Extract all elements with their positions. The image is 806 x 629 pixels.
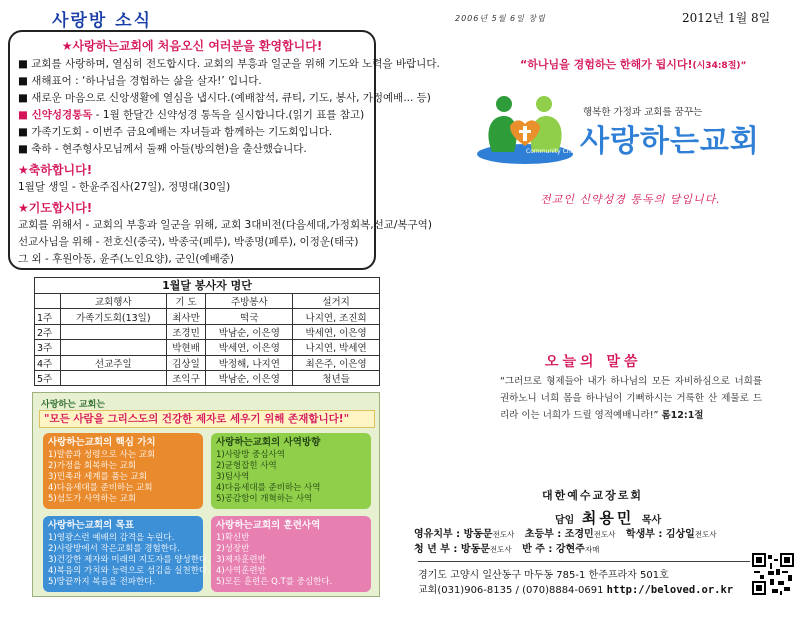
church-logo bbox=[470, 82, 770, 172]
panel-item: 1)영광스런 예배의 감격을 누린다. bbox=[48, 533, 175, 543]
staff-title: 전도사 bbox=[593, 530, 616, 539]
panel-item: 1)말씀과 성령으로 사는 교회 bbox=[48, 450, 156, 460]
staff-row bbox=[414, 540, 804, 555]
staff-role: 학생부 : 김상일 bbox=[625, 529, 695, 540]
celebrate-heading: ★축하합니다! bbox=[18, 163, 93, 177]
panel-item: 4)사역훈련반 bbox=[216, 566, 266, 576]
table-cell: 박현배 bbox=[166, 340, 206, 355]
table-cell: 조익구 bbox=[166, 370, 206, 385]
mission-logo-text: 사랑하는 교회는 bbox=[41, 400, 105, 410]
ministry-direction-panel bbox=[211, 433, 371, 509]
table-cell: 떡국 bbox=[206, 309, 293, 324]
table-cell: 김상일 bbox=[166, 355, 206, 370]
scripture-reference: 롬12:1절 bbox=[661, 410, 704, 421]
issue-date: 2012년 1월 8일 bbox=[682, 11, 771, 25]
theme-text: “하나님을 경험하는 한해가 됩시다! bbox=[520, 58, 693, 71]
table-row bbox=[35, 370, 380, 385]
website-link[interactable]: http://beloved.or.kr bbox=[606, 584, 734, 596]
week-cell: 2주 bbox=[35, 324, 61, 339]
denomination: 대한예수교장로회 bbox=[542, 489, 644, 502]
prayer-heading: ★기도합시다! bbox=[18, 201, 93, 215]
table-cell: 박정해, 나지연 bbox=[206, 355, 293, 370]
table-cell: 박세연, 이은영 bbox=[293, 324, 380, 339]
schedule-title: 1월달 봉사자 명단 bbox=[34, 277, 380, 293]
table-cell: 박세연, 이은영 bbox=[206, 340, 293, 355]
todays-word-title: 오늘의 말씀 bbox=[545, 354, 642, 370]
panel-item: 1)확신반 bbox=[216, 533, 250, 543]
monthly-motto: 전교인 신약성경 통독의 달입니다. bbox=[540, 193, 721, 206]
table-cell bbox=[61, 370, 167, 385]
prayer-item: 선교사님을 위해 - 전호신(중국), 박종국(페루), 박종명(페루), 이정운(태국) bbox=[18, 236, 359, 248]
logo-community-text: Community Church bbox=[526, 148, 584, 155]
table-cell: 조경민 bbox=[166, 324, 206, 339]
news-item-text: - 1월 한달간 신약성경 통독을 실시합니다.(읽기 표를 참고) bbox=[92, 109, 365, 121]
contact-line bbox=[418, 581, 733, 596]
panel-item: 2)가정을 회복하는 교회 bbox=[48, 461, 137, 471]
pastor-role: 담임 bbox=[555, 515, 575, 526]
staff-role: 반 주 : 강현주 bbox=[522, 544, 585, 555]
news-item bbox=[18, 107, 366, 124]
table-cell: 청년들 bbox=[293, 370, 380, 385]
table-row bbox=[35, 355, 380, 370]
panel-item: 5)섬도가 사역하는 교회 bbox=[48, 494, 137, 504]
prayer-item: 교회를 위해서 - 교회의 부흥과 일군을 위해, 교회 3대비전(다음세대,가정회복,선교/복구역) bbox=[18, 219, 432, 231]
panel-item: 3)건강한 제자와 미래의 지도자를 양성한다. bbox=[48, 555, 210, 565]
panel-title: 사랑하는교회의 핵심 가치 bbox=[48, 437, 156, 448]
table-cell: 가족기도회(13일) bbox=[61, 309, 167, 324]
table-cell: 나지연, 박세연 bbox=[293, 340, 380, 355]
panel-item: 4)다음세대를 준비하는 사역 bbox=[216, 483, 321, 493]
divider bbox=[418, 561, 750, 562]
news-box bbox=[8, 30, 440, 270]
staff-title: 전도사 bbox=[694, 530, 717, 539]
todays-word-text bbox=[500, 373, 762, 424]
week-cell: 1주 bbox=[35, 309, 61, 324]
news-item-highlight: ■ 신약성경통독 bbox=[18, 109, 93, 121]
logo-tagline: 행복한 가정과 교회를 꿈꾸는 bbox=[583, 107, 703, 118]
panel-title: 사랑하는교회의 목표 bbox=[48, 520, 134, 531]
week-cell: 3주 bbox=[35, 340, 61, 355]
week-cell: 5주 bbox=[35, 370, 61, 385]
news-item bbox=[18, 73, 366, 90]
church-name: 사랑하는교회 bbox=[580, 124, 760, 159]
news-item-text: ■ 교회를 사랑하며, 열심히 전도합시다. 교회의 부흥과 일군을 위해 기도와 노력을 바랍니다. bbox=[18, 58, 440, 70]
panel-item: 5)공감함이 개혁하는 사역 bbox=[216, 494, 313, 504]
staff-role: 초등부 : 조경민 bbox=[524, 529, 594, 540]
panel-title: 사랑하는교회의 사역방향 bbox=[216, 437, 321, 448]
qr-code-icon bbox=[752, 553, 794, 595]
panel-item: 2)균형잡힌 사역 bbox=[216, 461, 277, 471]
panel-item: 2)성장반 bbox=[216, 544, 250, 554]
pastor-name: 최용민 bbox=[581, 509, 635, 527]
panel-item: 3)제자훈련반 bbox=[216, 555, 266, 565]
table-cell: 박남순, 이은영 bbox=[206, 324, 293, 339]
table-cell bbox=[61, 340, 167, 355]
panel-item: 5)땅끝까지 복음을 전파한다. bbox=[48, 577, 156, 587]
staff-role: 영유치부 : 방동문 bbox=[414, 529, 493, 540]
news-item-text: ■ 가족기도회 - 이번주 금요예배는 자녀들과 함께하는 기도회입니다. bbox=[18, 126, 333, 138]
theme-reference: (시34:8절)” bbox=[692, 61, 747, 71]
column-header: 설거지 bbox=[293, 294, 380, 309]
table-cell: 선교주일 bbox=[61, 355, 167, 370]
staff-row bbox=[414, 525, 804, 540]
table-row bbox=[35, 324, 380, 339]
column-header bbox=[35, 294, 61, 309]
yearly-theme bbox=[520, 56, 746, 72]
mission-slogan: "모든 사람을 그리스도의 건강한 제자로 세우기 위해 존재합니다!" bbox=[39, 410, 375, 428]
table-cell bbox=[61, 324, 167, 339]
welcome-headline: ★사랑하는교회에 처음오신 여러분을 환영합니다! bbox=[61, 39, 323, 53]
birthday-text: 1월달 생일 - 한윤주집사(27일), 정명대(30일) bbox=[18, 181, 231, 193]
mission-panel bbox=[32, 392, 380, 597]
scripture-text: “그러므로 형제들아 내가 하나님의 모든 자비하심으로 너희를 권하노니 너희 몸을 하나님이 기뻐하시는 거룩한 산 제물로 드리라 이는 너희가 드릴 영적예배니라!” bbox=[500, 376, 762, 421]
panel-item: 2)사랑방에서 작은교회를 경험한다. bbox=[48, 544, 180, 554]
table-row bbox=[35, 340, 380, 355]
news-item bbox=[18, 141, 366, 158]
news-item bbox=[18, 56, 440, 73]
panel-title: 사랑하는교회의 훈련사역 bbox=[216, 520, 321, 531]
established-date: 2006년 5월 6일 창립 bbox=[455, 14, 546, 23]
church-emblem-icon bbox=[470, 82, 580, 172]
news-item-text: ■ 새해표어 : ‘하나님을 경험하는 삶을 살자!’ 입니다. bbox=[18, 75, 262, 87]
staff-title: 자매 bbox=[584, 545, 600, 554]
panel-item: 3)팀사역 bbox=[216, 472, 250, 482]
table-row bbox=[35, 309, 380, 324]
column-header: 교회행사 bbox=[61, 294, 167, 309]
news-section-title: 사랑방 소식 bbox=[52, 11, 153, 31]
table-cell: 박남순, 이은영 bbox=[206, 370, 293, 385]
column-header: 기 도 bbox=[166, 294, 206, 309]
news-item bbox=[18, 90, 431, 107]
staff-role: 청 년 부 : 방동문 bbox=[414, 544, 490, 555]
news-item-text: ■ 새로운 마음으로 신앙생활에 열심을 냅시다.(예배참석, 큐티, 기도, 봉사, 가정예배... 등) bbox=[18, 92, 431, 104]
training-panel bbox=[211, 516, 371, 592]
column-header: 주방봉사 bbox=[206, 294, 293, 309]
panel-item: 4)복음의 가치와 능력으로 섬김을 실천한다. bbox=[48, 566, 210, 576]
table-header-row bbox=[35, 294, 380, 309]
table-cell: 최사만 bbox=[166, 309, 206, 324]
volunteer-table bbox=[34, 293, 380, 386]
panel-item: 3)민족과 세계를 품는 교회 bbox=[48, 472, 147, 482]
core-values-panel bbox=[43, 433, 203, 509]
table-cell: 최은주, 이은영 bbox=[293, 355, 380, 370]
church-address: 경기도 고양시 일산동구 마두동 785-1 한주프라자 501호 bbox=[418, 570, 669, 581]
phone-numbers: 교회(031)906-8135 / (070)8884-0691 bbox=[418, 585, 604, 596]
panel-item: 4)다음세대를 준비하는 교회 bbox=[48, 483, 153, 493]
news-item bbox=[18, 124, 366, 141]
week-cell: 4주 bbox=[35, 355, 61, 370]
news-item-text: ■ 축하 - 현주형사모님께서 둘째 아들(방의현)을 출산했습니다. bbox=[18, 143, 307, 155]
staff-title: 전도사 bbox=[489, 545, 512, 554]
prayer-item: 그 외 - 후원아동, 윤주(노인요양), 군인(예배중) bbox=[18, 253, 234, 265]
goals-panel bbox=[43, 516, 210, 592]
table-cell: 나지연, 조진희 bbox=[293, 309, 380, 324]
panel-item: 5)모든 훈련은 Q.T를 중심한다. bbox=[216, 577, 333, 587]
panel-item: 1)사랑방 중심사역 bbox=[216, 450, 285, 460]
staff-title: 전도사 bbox=[492, 530, 515, 539]
pastor-title: 목사 bbox=[641, 515, 662, 526]
